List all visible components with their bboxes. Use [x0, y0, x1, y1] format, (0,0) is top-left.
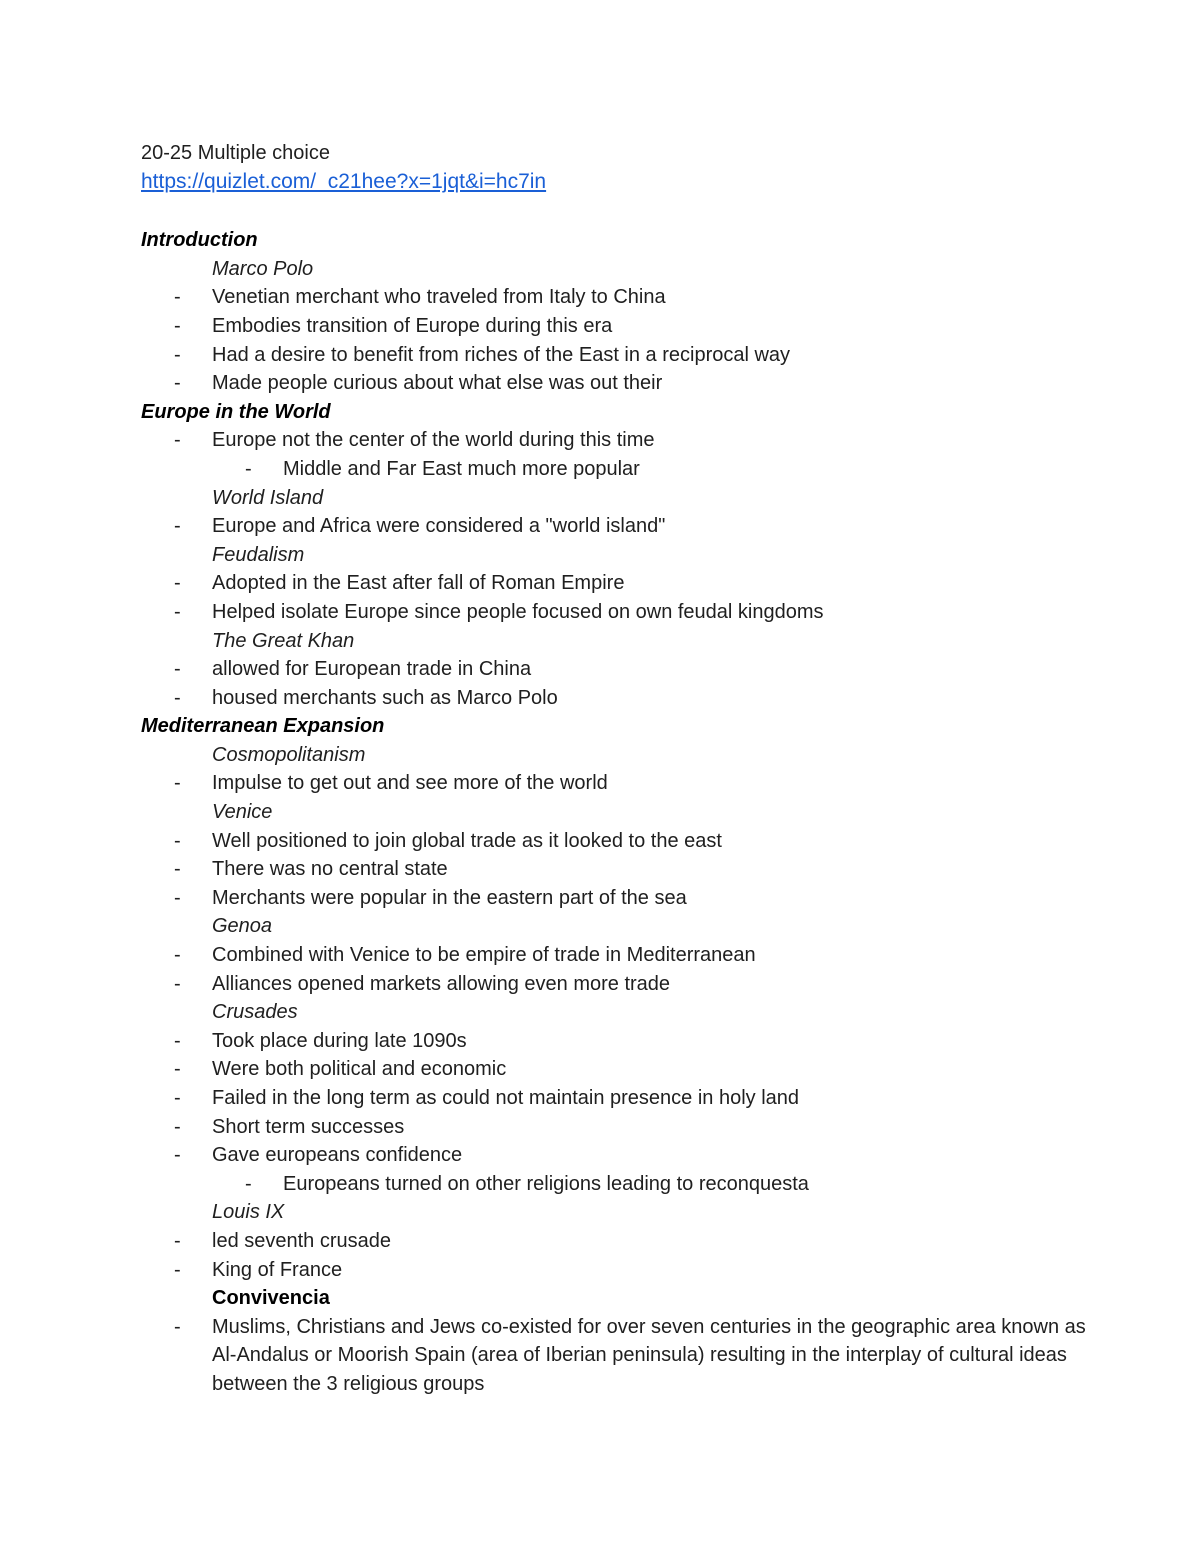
- bullet-dash: -: [174, 515, 181, 538]
- list-item: - Short term successes: [141, 1113, 1101, 1142]
- list-item: - There was no central state: [141, 855, 1101, 884]
- bullet-dash: -: [174, 772, 181, 795]
- bullet-dash: -: [174, 1229, 181, 1252]
- list-item: - King of France: [141, 1256, 1101, 1285]
- subheading-cosmopolitanism: Cosmopolitanism: [212, 743, 366, 766]
- subheading-venice: Venice: [212, 801, 273, 824]
- bullet-dash: -: [174, 314, 181, 337]
- section-heading-introduction: Introduction: [141, 229, 258, 252]
- bullet-dash: -: [174, 886, 181, 909]
- list-item: - Well positioned to join global trade as it looked to the east: [141, 827, 1101, 856]
- bullet-dash: -: [174, 1115, 181, 1138]
- list-item: - Made people curious about what else was out their: [141, 369, 1101, 398]
- list-item: - led seventh crusade: [141, 1227, 1101, 1256]
- blank-line: [141, 196, 1101, 226]
- bullet-dash: -: [174, 686, 181, 709]
- list-item: - Embodies transition of Europe during this era: [141, 312, 1101, 341]
- list-item: - Impulse to get out and see more of the world: [141, 769, 1101, 798]
- list-item: - Venetian merchant who traveled from Italy to China: [141, 283, 1101, 312]
- subheading-louis-ix: Louis IX: [212, 1201, 285, 1224]
- bullet-dash: -: [174, 1144, 181, 1167]
- list-item: - Had a desire to benefit from riches of the East in a reciprocal way: [141, 341, 1101, 370]
- list-item: - Combined with Venice to be empire of trade in Mediterranean: [141, 941, 1101, 970]
- subheading-world-island: World Island: [212, 486, 324, 509]
- bullet-dash: -: [174, 944, 181, 967]
- list-item: - Europe and Africa were considered a "world island": [141, 512, 1101, 541]
- bullet-dash: -: [174, 1315, 181, 1338]
- bullet-dash: -: [174, 343, 181, 366]
- quizlet-link[interactable]: https://quizlet.com/_c21hee?x=1jqt&i=hc7in: [141, 169, 547, 193]
- subheading-marco-polo: Marco Polo: [212, 257, 314, 280]
- list-item: - Europe not the center of the world during this time: [141, 426, 1101, 455]
- subheading-crusades: Crusades: [212, 1001, 298, 1024]
- bullet-dash: -: [174, 658, 181, 681]
- bullet-dash: -: [245, 1172, 252, 1195]
- list-item: - Adopted in the East after fall of Roman Empire: [141, 569, 1101, 598]
- list-item: - Helped isolate Europe since people focused on own feudal kingdoms: [141, 598, 1101, 627]
- list-item: - Alliances opened markets allowing even more trade: [141, 970, 1101, 999]
- section-heading-mediterranean-expansion: Mediterranean Expansion: [141, 715, 385, 738]
- list-item: - allowed for European trade in China: [141, 655, 1101, 684]
- nested-list-item: - Europeans turned on other religions leading to reconquesta: [141, 1170, 1101, 1199]
- list-item: - Muslims, Christians and Jews co-existed for over seven centuries in the geographic area known as Al-Andalus or Moorish Spain (area of Iberian peninsula) resulting in the interplay of cultural ideas between the 3 religious groups: [141, 1313, 1101, 1399]
- list-item: - Failed in the long term as could not maintain presence in holy land: [141, 1084, 1101, 1113]
- bullet-dash: -: [174, 1029, 181, 1052]
- document-body: [141, 139, 1101, 1399]
- bullet-dash: -: [174, 1058, 181, 1081]
- bullet-dash: -: [174, 572, 181, 595]
- subheading-the-great-khan: The Great Khan: [212, 629, 355, 652]
- bullet-dash: -: [174, 372, 181, 395]
- bullet-dash: -: [174, 286, 181, 309]
- bullet-dash: -: [174, 1258, 181, 1281]
- doc-title: 20-25 Multiple choice: [141, 142, 330, 164]
- subheading-genoa: Genoa: [212, 915, 273, 938]
- list-item: - Were both political and economic: [141, 1055, 1101, 1084]
- bullet-dash: -: [245, 457, 252, 480]
- subheading-feudalism: Feudalism: [212, 543, 305, 566]
- bullet-dash: -: [174, 1087, 181, 1109]
- bullet-dash: -: [174, 858, 181, 881]
- bullet-dash: -: [174, 600, 181, 623]
- list-item: - housed merchants such as Marco Polo: [141, 684, 1101, 713]
- section-heading-europe-in-the-world: Europe in the World: [141, 400, 331, 423]
- list-item: - Gave europeans confidence: [141, 1141, 1101, 1170]
- bullet-dash: -: [174, 429, 181, 452]
- subheading-convivencia: Convivencia: [212, 1287, 330, 1310]
- list-item: - Merchants were popular in the eastern part of the sea: [141, 884, 1101, 913]
- nested-list-item: - Middle and Far East much more popular: [141, 455, 1101, 484]
- bullet-dash: -: [174, 829, 181, 852]
- list-item: - Took place during late 1090s: [141, 1027, 1101, 1056]
- bullet-dash: -: [174, 972, 181, 995]
